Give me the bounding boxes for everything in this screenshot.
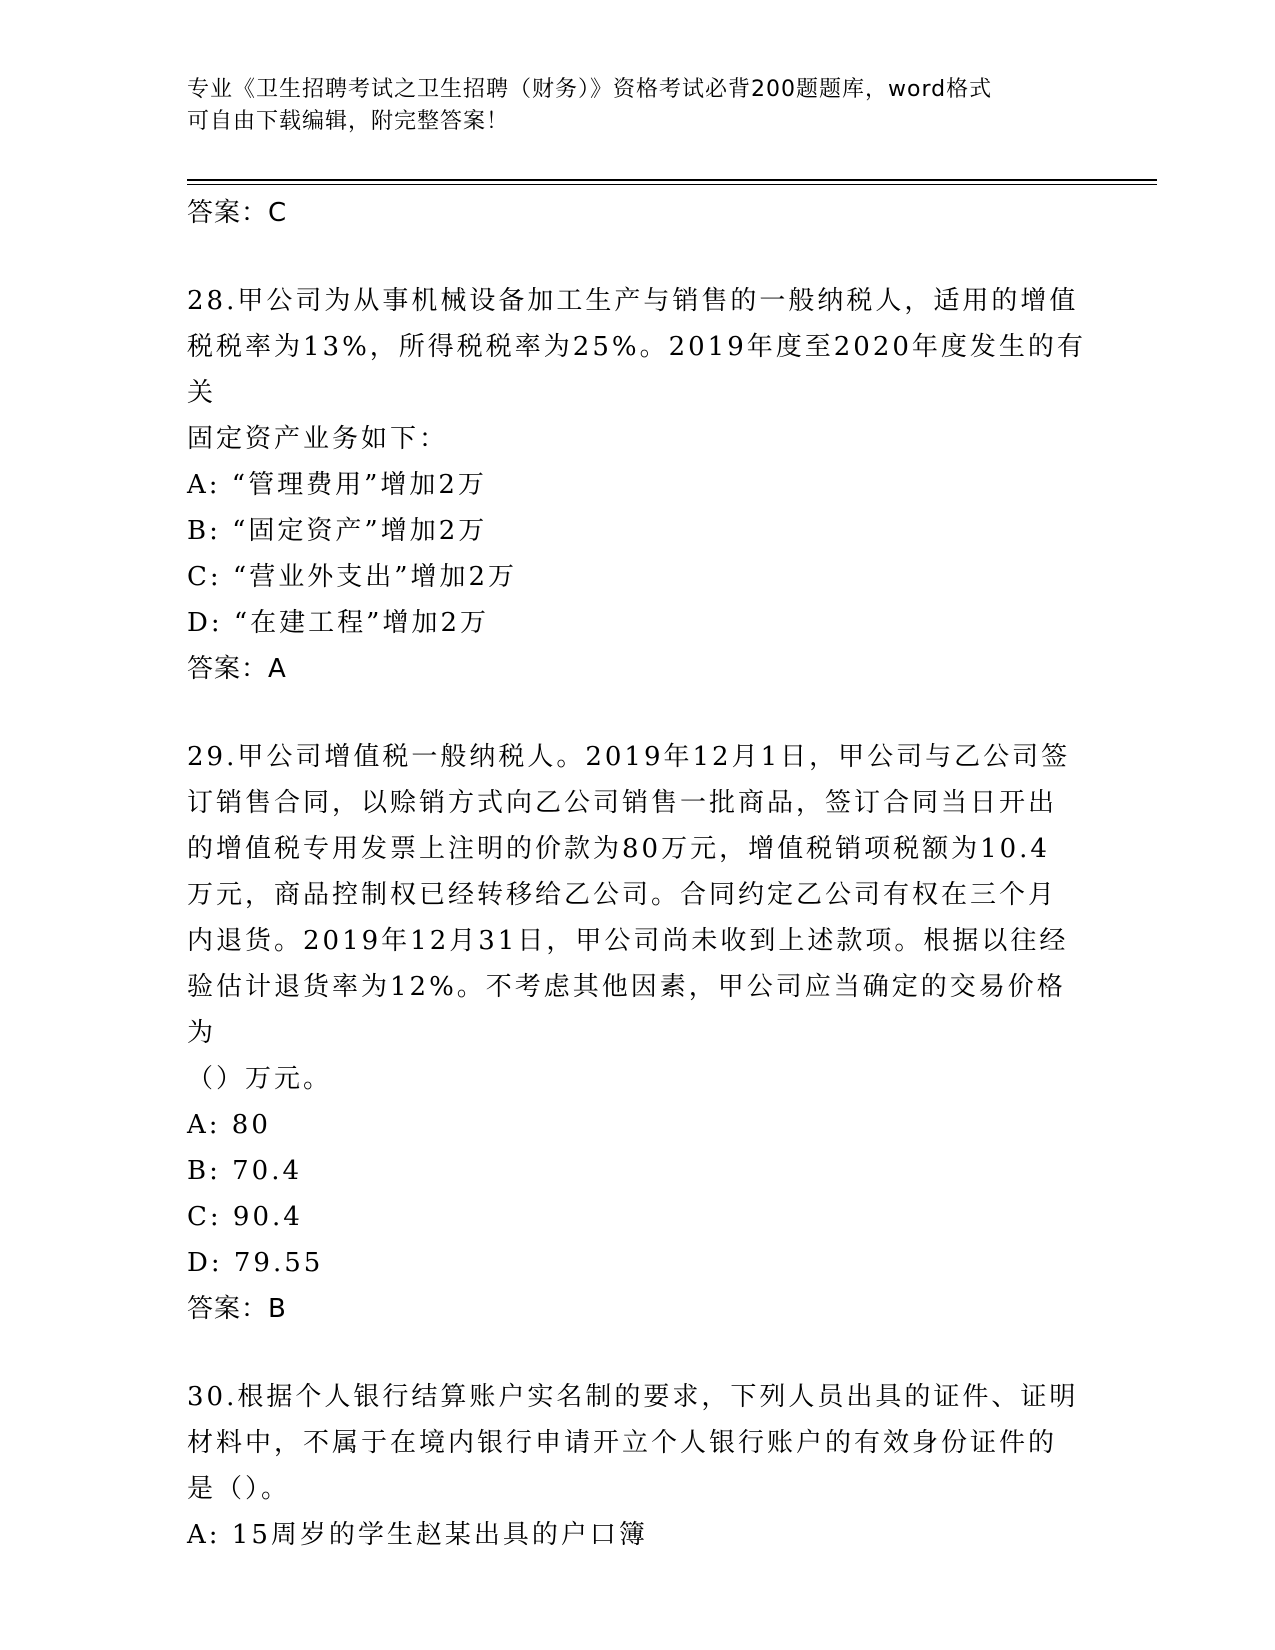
previous-answer: 答案：C [187, 198, 288, 228]
question-stem-line: 材料中，不属于在境内银行申请开立个人银行账户的有效身份证件的 [187, 1428, 1058, 1458]
header-rule-thick [187, 179, 1157, 181]
answer: 答案：B [187, 1294, 287, 1324]
document-body [187, 190, 1087, 1558]
question-stem-line: 是（）。 [187, 1474, 291, 1504]
option-c: C: “营业外支出”增加2万 [187, 562, 518, 592]
question-stem-line: 税税率为13%，所得税税率为25%。2019年度至2020年度发生的有关 [187, 332, 1086, 408]
option-a: A: “管理费用”增加2万 [187, 470, 487, 500]
answer: 答案：A [187, 654, 287, 684]
option-c: C: 90.4 [187, 1202, 303, 1232]
option-a: A: 80 [187, 1110, 271, 1140]
question-stem-line: 29.甲公司增值税一般纳税人。2019年12月1日，甲公司与乙公司签 [187, 742, 1071, 772]
question-stem-line: 内退货。2019年12月31日，甲公司尚未收到上述款项。根据以往经 [187, 926, 1069, 956]
question-stem-line: 订销售合同，以赊销方式向乙公司销售一批商品，签订合同当日开出 [187, 788, 1058, 818]
question-29 [187, 734, 1087, 1332]
document-header [187, 74, 1067, 138]
question-stem-line: （）万元。 [187, 1064, 333, 1094]
option-b: B: “固定资产”增加2万 [187, 516, 488, 546]
question-28 [187, 278, 1087, 692]
option-d: D: “在建工程”增加2万 [187, 608, 489, 638]
header-rule-thin [187, 184, 1157, 185]
question-stem-line: 万元，商品控制权已经转移给乙公司。合同约定乙公司有权在三个月 [187, 880, 1058, 910]
option-a: A: 15周岁的学生赵某出具的户口簿 [187, 1520, 648, 1550]
question-stem-line: 30.根据个人银行结算账户实名制的要求，下列人员出具的证件、证明 [187, 1382, 1079, 1412]
question-30 [187, 1374, 1087, 1558]
header-line-2: 可自由下载编辑，附完整答案！ [187, 109, 510, 134]
question-stem-line: 28.甲公司为从事机械设备加工生产与销售的一般纳税人，适用的增值 [187, 286, 1079, 316]
question-stem-line: 的增值税专用发票上注明的价款为80万元，增值税销项税额为10.4 [187, 834, 1050, 864]
question-stem-line: 验估计退货率为12%。不考虑其他因素，甲公司应当确定的交易价格为 [187, 972, 1066, 1048]
option-b: B: 70.4 [187, 1156, 303, 1186]
header-line-1: 专业《卫生招聘考试之卫生招聘（财务）》资格考试必背200题题库，word格式 [187, 77, 993, 102]
option-d: D: 79.55 [187, 1248, 324, 1278]
question-stem-line: 固定资产业务如下： [187, 424, 449, 454]
